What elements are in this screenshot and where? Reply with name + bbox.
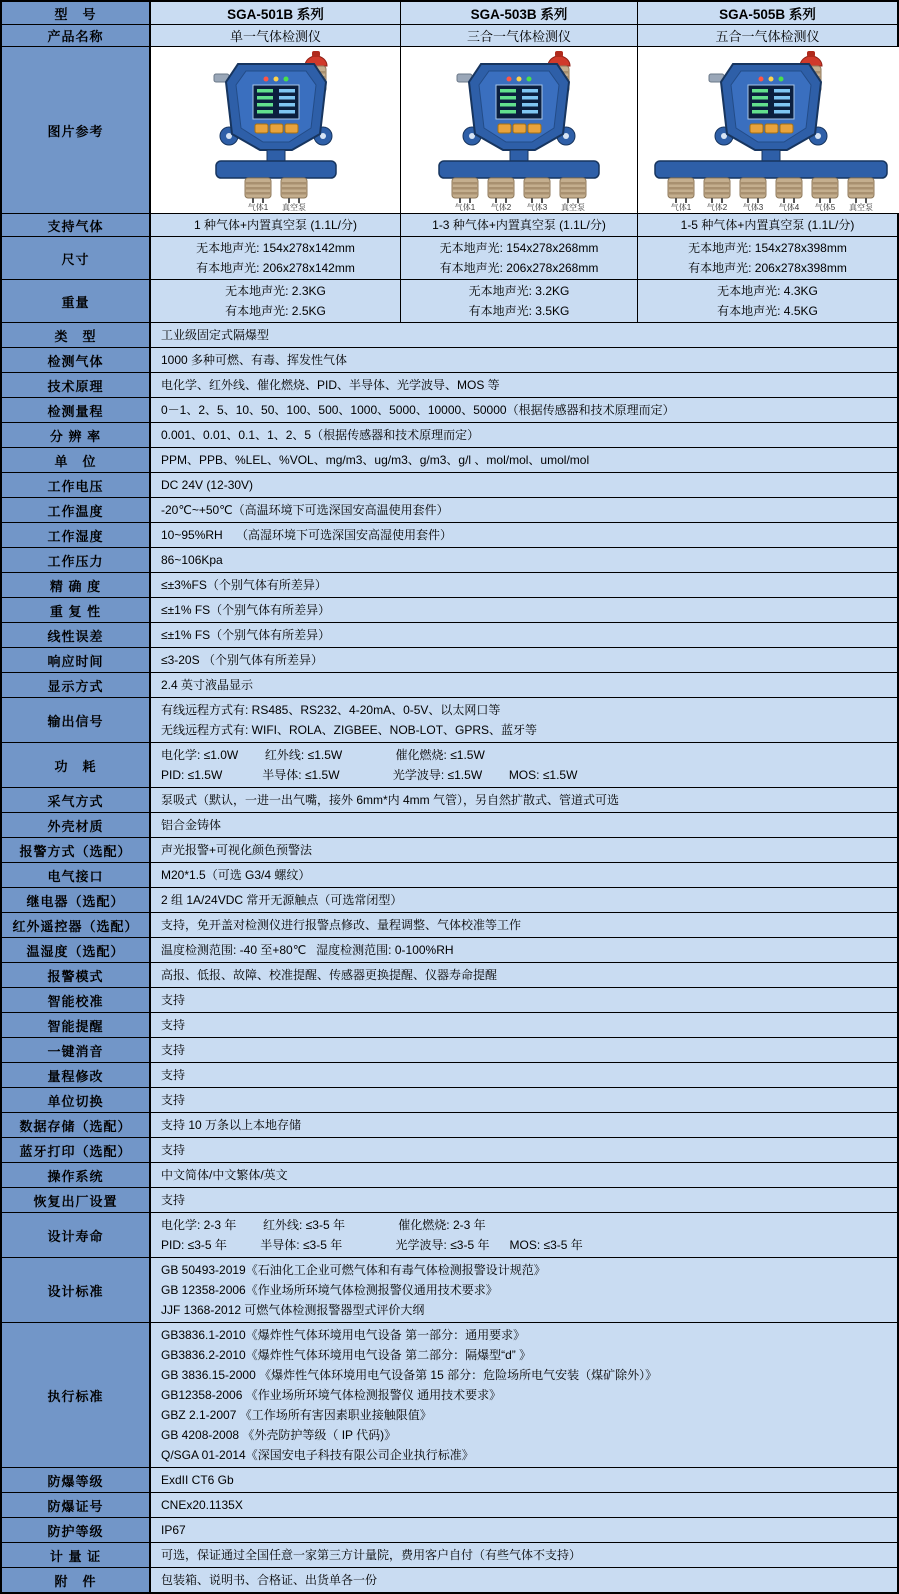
table-row [2,1518,897,1543]
spec-value-line: 支持 [161,1068,186,1082]
table-row [2,348,897,373]
table-row [2,1543,897,1568]
spec-value-line: 高报、低报、故障、校准提醒、传感器更换提醒、仪器寿命提醒 [161,968,498,982]
spec-value-line: 有本地声光: 206x278x398mm [688,261,847,275]
row-label: 计 量 证 [2,1543,151,1567]
spec-value-cell [638,214,897,236]
spec-value-line: 有本地声光: 3.5KG [468,304,570,318]
spec-value-cell [151,1088,897,1112]
spec-value-line: GB3836.2-2010《爆炸性气体环境用电气设备 第二部分：隔爆型“d” 》 [161,1348,532,1362]
spec-value-cell [151,373,897,397]
row-label: 智能提醒 [2,1013,151,1037]
spec-value-line: 泵吸式（默认，一进一出气嘴，接外 6mm*内 4mm 气管），另自然扩散式、管道式可选 [161,793,620,807]
table-row [2,473,897,498]
spec-value-line: GB 50493-2019《石油化工企业可燃气体和有毒气体检测报警设计规范》 [161,1263,546,1277]
spec-value-cell [401,280,638,322]
spec-value-line: 支持，免开盖对检测仪进行报警点修改、量程调整、气体校准等工作 [161,918,522,932]
sensor-label: 气体1 [247,203,268,212]
spec-value-cell [151,348,897,372]
row-label: 附 件 [2,1568,151,1592]
header-label: 型 号 [2,2,151,24]
device-image-cell [638,47,899,213]
row-label: 功 耗 [2,743,151,787]
spec-value-line: Q/SGA 01-2014《深国安电子科技有限公司企业执行标准》 [161,1448,474,1462]
spec-value-line: CNEx20.1135X [161,1498,243,1512]
row-label: 外壳材质 [2,813,151,837]
table-row [2,938,897,963]
spec-value-line: ≤±1% FS（个别气体有所差异） [161,603,331,617]
spec-value-cell [151,1543,897,1567]
table-row [2,788,897,813]
row-label: 设计寿命 [2,1213,151,1257]
row-label: 尺寸 [2,237,151,279]
sensor-label: 真空泵 [281,203,306,212]
spec-value-line: ≤±1% FS（个别气体有所差异） [161,628,331,642]
spec-value-line: 1000 多种可燃、有毒、挥发性气体 [161,353,348,367]
row-label: 恢复出厂设置 [2,1188,151,1212]
spec-value-line: 1 种气体+内置真空泵 (1.1L/分) [193,218,358,232]
row-label: 报警模式 [2,963,151,987]
row-label: 执行标准 [2,1323,151,1467]
row-label: 数据存储（选配） [2,1113,151,1137]
table-row [2,214,897,237]
row-label: 工作湿度 [2,523,151,547]
spec-value-cell [638,280,897,322]
spec-value-line: 有本地声光: 2.5KG [225,304,326,318]
table-row [2,1213,897,1258]
row-label: 电气接口 [2,863,151,887]
row-label: 单位切换 [2,1088,151,1112]
spec-value-line: PID: ≤1.5W 半导体: ≤1.5W 光学波导: ≤1.5W MOS: ≤1.5W [161,768,578,782]
spec-value-line: 声光报警+可视化颜色预警法 [161,843,313,857]
table-row [2,1323,897,1468]
table-row [2,888,897,913]
row-label: 继电器（选配） [2,888,151,912]
spec-value-line: PPM、PPB、%LEL、%VOL、mg/m3、ug/m3、g/m3、g/l 、mol/mol、umol/mol [161,453,590,467]
spec-value-cell [151,473,897,497]
table-row [2,523,897,548]
spec-value-line: 可选，保证通过全国任意一家第三方计量院，费用客户自付（有些气体不支持） [161,1548,582,1562]
table-row [2,1493,897,1518]
sensor-label: 气体5 [814,203,836,212]
spec-value-line: 有本地声光: 4.5KG [717,304,818,318]
spec-value-cell [638,237,897,279]
spec-value-line: 1-3 种气体+内置真空泵 (1.1L/分) [432,218,606,232]
table-row [2,1163,897,1188]
spec-value-line: 温度检测范围: -40 至+80℃ 湿度检测范围: 0-100%RH [161,943,454,957]
spec-value-cell [151,988,897,1012]
sensor-label: 气体4 [778,203,800,212]
spec-value-line: 2.4 英寸液晶显示 [161,678,254,692]
spec-value-cell [151,237,401,279]
spec-value-line: 无本地声光: 154x278x268mm [439,241,599,255]
spec-value-cell [151,963,897,987]
spec-value-line: 中文简体/中文繁体/英文 [161,1168,288,1182]
spec-value-cell [151,1258,897,1322]
row-label: 输出信号 [2,698,151,742]
row-label: 图片参考 [2,47,151,213]
table-row [2,1258,897,1323]
row-label: 操作系统 [2,1163,151,1187]
spec-value-line: GBZ 2.1-2007 《工作场所有害因素职业接触限值》 [161,1408,432,1422]
spec-value-cell [151,938,897,962]
spec-value-line: GB 4208-2008 《外壳防护等级（ IP 代码)》 [161,1428,397,1442]
spec-value-line: 无本地声光: 154x278x398mm [688,241,847,255]
product-name-cell: 五合一气体检测仪 [638,25,897,46]
spec-value-cell [151,1518,897,1542]
spec-value-cell [151,1063,897,1087]
table-row [2,988,897,1013]
row-label: 防爆等级 [2,1468,151,1492]
table-row [2,1063,897,1088]
spec-value-line: 无本地声光: 154x278x142mm [196,241,355,255]
device-image-cell [151,47,401,213]
spec-value-line: 包装箱、说明书、合格证、出货单各一份 [161,1573,378,1587]
spec-value-cell [151,673,897,697]
table-row [2,913,897,938]
table-row [2,548,897,573]
header-row [2,2,897,25]
table-row [2,423,897,448]
table-row [2,498,897,523]
spec-value-line: GB 12358-2006《作业场所环境气体检测报警仪通用技术要求》 [161,1283,498,1297]
row-label: 响应时间 [2,648,151,672]
row-label: 防护等级 [2,1518,151,1542]
row-label: 智能校准 [2,988,151,1012]
spec-value-line: GB12358-2006 《作业场所环境气体检测报警仪 通用技术要求》 [161,1388,502,1402]
row-label: 检测量程 [2,398,151,422]
sensor-label: 气体2 [490,203,512,212]
spec-value-line: 支持 [161,1143,186,1157]
table-row [2,598,897,623]
spec-value-line: 2 组 1A/24VDC 常开无源触点（可选常闭型） [161,893,403,907]
spec-value-cell [151,1468,897,1492]
spec-value-line: 支持 [161,1093,186,1107]
model-header-cell: SGA-501B 系列 [151,2,401,24]
row-label: 量程修改 [2,1063,151,1087]
table-row [2,373,897,398]
table-row [2,573,897,598]
spec-value-cell [151,623,897,647]
row-label: 红外遥控器（选配） [2,913,151,937]
spec-value-cell [401,237,638,279]
spec-value-line: 有本地声光: 206x278x268mm [439,261,599,275]
spec-value-line: 有线远程方式有: RS485、RS232、4-20mA、0-5V、以太网口等 [161,703,501,717]
spec-value-cell [151,523,897,547]
spec-value-line: GB3836.1-2010《爆炸性气体环境用电气设备 第一部分：通用要求》 [161,1328,526,1342]
spec-value-line: 0.001、0.01、0.1、1、2、5（根据传感器和技术原理而定） [161,428,480,442]
sensor-label: 气体2 [706,203,728,212]
sensor-label: 气体3 [526,203,548,212]
gas-detector-illustration [642,48,899,212]
spec-value-line: 10~95%RH （高湿环境下可选深国安高湿使用套件） [161,528,453,542]
table-row [2,963,897,988]
spec-value-cell [151,1038,897,1062]
table-row [2,1138,897,1163]
spec-value-cell [151,548,897,572]
table-row [2,1113,897,1138]
table-row [2,698,897,743]
row-label: 采气方式 [2,788,151,812]
row-label: 产品名称 [2,25,151,46]
spec-value-cell [151,323,897,347]
spec-value-cell [151,398,897,422]
table-row [2,1468,897,1493]
row-label: 重量 [2,280,151,322]
row-label: 显示方式 [2,673,151,697]
spec-value-cell [151,648,897,672]
spec-value-line: 0－1、2、5、10、50、100、500、1000、5000、10000、50000（根据传感器和技术原理而定） [161,403,675,417]
table-row [2,813,897,838]
spec-value-cell [151,598,897,622]
spec-value-cell [151,1013,897,1037]
row-label: 分 辨 率 [2,423,151,447]
spec-value-cell [151,743,897,787]
spec-value-line: 无线远程方式有: WIFI、ROLA、ZIGBEE、NOB-LOT、GPRS、蓝牙等 [161,723,538,737]
spec-value-cell [151,1188,897,1212]
spec-value-line: 电化学、红外线、催化燃烧、PID、半导体、光学波导、MOS 等 [161,378,500,392]
table-row [2,1013,897,1038]
device-image-cell [401,47,638,213]
row-label: 报警方式（选配） [2,838,151,862]
spec-value-line: 支持 [161,1018,186,1032]
spec-value-line: 工业级固定式隔爆型 [161,328,270,342]
row-label: 单 位 [2,448,151,472]
spec-value-cell [401,214,638,236]
spec-value-line: 支持 [161,1043,186,1057]
table-row [2,280,897,323]
table-row [2,1038,897,1063]
sensor-label: 真空泵 [849,203,873,212]
row-label: 设计标准 [2,1258,151,1322]
table-row [2,323,897,348]
spec-value-line: 有本地声光: 206x278x142mm [196,261,355,275]
row-label: 线性误差 [2,623,151,647]
row-label: 检测气体 [2,348,151,372]
spec-value-line: 无本地声光: 3.2KG [468,284,570,298]
spec-value-line: 电化学: 2-3 年 红外线: ≤3-5 年 催化燃烧: 2-3 年 [161,1218,486,1232]
spec-value-cell [151,1138,897,1162]
table-row [2,398,897,423]
spec-value-line: 支持 [161,1193,186,1207]
gas-detector-illustration [426,48,612,212]
spec-value-cell [151,423,897,447]
spec-value-cell [151,1493,897,1517]
row-label: 蓝牙打印（选配） [2,1138,151,1162]
spec-value-line: 支持 [161,993,186,1007]
spec-value-cell [151,1113,897,1137]
spec-value-cell [151,573,897,597]
table-row [2,838,897,863]
table-row [2,648,897,673]
spec-value-cell [151,448,897,472]
spec-value-line: PID: ≤3-5 年 半导体: ≤3-5 年 光学波导: ≤3-5 年 MOS: ≤3-5 年 [161,1238,583,1252]
spec-value-line: ≤3-20S （个别气体有所差异） [161,653,323,667]
sensor-label: 气体1 [454,203,476,212]
table-row [2,623,897,648]
row-label: 精 确 度 [2,573,151,597]
spec-value-cell [151,698,897,742]
spec-value-line: M20*1.5（可选 G3/4 螺纹） [161,868,311,882]
spec-value-cell [151,813,897,837]
spec-value-cell [151,838,897,862]
row-label: 重 复 性 [2,598,151,622]
row-label: 一键消音 [2,1038,151,1062]
spec-value-line: IP67 [161,1523,186,1537]
table-row [2,237,897,280]
row-label: 支持气体 [2,214,151,236]
spec-value-cell [151,214,401,236]
product-name-cell: 单一气体检测仪 [151,25,401,46]
table-row [2,448,897,473]
table-row [2,863,897,888]
spec-value-line: 铝合金铸体 [161,818,222,832]
table-row [2,1188,897,1213]
table-row [2,1088,897,1113]
spec-value-line: JJF 1368-2012 可燃气体检测报警器型式评价大纲 [161,1303,425,1317]
table-row [2,743,897,788]
row-label: 工作温度 [2,498,151,522]
model-header-cell: SGA-503B 系列 [401,2,638,24]
spec-value-cell [151,863,897,887]
sensor-label: 气体1 [670,203,692,212]
spec-value-line: -20℃~+50℃（高温环境下可选深国安高温使用套件） [161,503,449,517]
spec-value-line: DC 24V (12-30V) [161,478,254,492]
spec-value-cell [151,280,401,322]
row-label: 温湿度（选配） [2,938,151,962]
row-label: 工作压力 [2,548,151,572]
spec-value-cell [151,1568,897,1592]
model-header-cell: SGA-505B 系列 [638,2,897,24]
spec-value-line: 支持 10 万条以上本地存储 [161,1118,302,1132]
row-label: 技术原理 [2,373,151,397]
spec-value-line: 无本地声光: 4.3KG [717,284,818,298]
sensor-label: 气体3 [742,203,764,212]
product-name-cell: 三合一气体检测仪 [401,25,638,46]
spec-value-cell [151,498,897,522]
gas-detector-illustration [201,48,351,212]
row-label: 类 型 [2,323,151,347]
spec-value-cell [151,1163,897,1187]
table-row [2,673,897,698]
spec-value-line: ≤±3%FS（个别气体有所差异） [161,578,327,592]
image-row [2,47,897,214]
sensor-label: 真空泵 [561,203,585,212]
spec-value-cell [151,1323,897,1467]
spec-value-line: GB 3836.15-2000 《爆炸性气体环境用电气设备第 15 部分：危险场所电气安装（煤矿除外）》 [161,1368,658,1382]
product-name-row [2,25,897,47]
row-label: 防爆证号 [2,1493,151,1517]
spec-value-cell [151,788,897,812]
spec-value-line: 1-5 种气体+内置真空泵 (1.1L/分) [680,218,855,232]
spec-value-cell [151,888,897,912]
spec-value-line: ExdII CT6 Gb [161,1473,234,1487]
spec-value-line: 无本地声光: 2.3KG [225,284,326,298]
spec-value-cell [151,913,897,937]
row-label: 工作电压 [2,473,151,497]
spec-value-line: 电化学: ≤1.0W 红外线: ≤1.5W 催化燃烧: ≤1.5W [161,748,485,762]
table-row [2,1568,897,1592]
spec-value-cell [151,1213,897,1257]
spec-value-line: 86~106Kpa [161,553,223,567]
